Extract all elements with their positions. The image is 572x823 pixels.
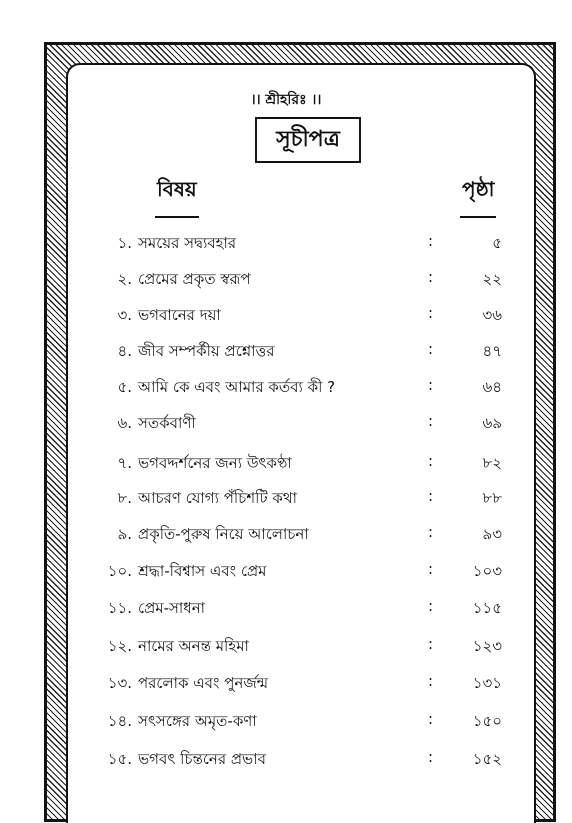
page-title-text: সূচীপত্র xyxy=(276,126,340,152)
entry-number: ২. xyxy=(117,270,132,288)
entry-number: ১৪. xyxy=(107,712,132,730)
toc-entry xyxy=(0,597,572,629)
entry-title: সময়ের সদ্ব্যবহার xyxy=(138,234,237,252)
entry-separator: : xyxy=(428,710,434,728)
entry-separator: : xyxy=(428,560,434,578)
entry-title: প্রেম-সাধনা xyxy=(138,599,205,617)
toc-entry xyxy=(0,748,572,780)
entry-page: ৮২ xyxy=(482,454,502,472)
toc-entry xyxy=(0,412,572,444)
entry-page: ৬৯ xyxy=(482,414,502,432)
entry-page: ৫ xyxy=(492,234,502,252)
toc-entry xyxy=(0,376,572,408)
page-underline xyxy=(460,216,496,218)
entry-separator: : xyxy=(428,487,434,505)
entry-number: ৩. xyxy=(117,306,132,324)
entry-page: ২২ xyxy=(482,270,502,288)
column-header-page xyxy=(462,175,494,208)
entry-page: ৯৩ xyxy=(482,525,502,543)
entry-separator: : xyxy=(428,452,434,470)
entry-separator: : xyxy=(428,232,434,250)
subject-underline xyxy=(155,216,199,218)
entry-number: ১২. xyxy=(107,637,132,655)
entry-title: শ্রদ্ধা-বিশ্বাস এবং প্রেম xyxy=(138,562,267,580)
column-header-page-text: পৃষ্ঠা xyxy=(462,177,495,201)
invocation-text: ।। শ্রীহরিঃ ।। xyxy=(250,92,322,108)
entry-separator: : xyxy=(428,672,434,690)
entry-page: ১২৩ xyxy=(472,637,502,655)
entry-title: প্রকৃতি-পুরুষ নিয়ে আলোচনা xyxy=(138,525,309,543)
entry-separator: : xyxy=(428,268,434,286)
toc-entry xyxy=(0,710,572,742)
entry-separator: : xyxy=(428,523,434,541)
entry-number: ৯. xyxy=(117,525,132,543)
toc-entry xyxy=(0,487,572,519)
entry-title: প্রেমের প্রকৃত স্বরূপ xyxy=(138,270,251,288)
entry-number: ৫. xyxy=(117,378,132,396)
entry-title: জীব সম্পর্কীয় প্রশ্নোত্তর xyxy=(138,342,275,360)
entry-number: ১৫. xyxy=(107,750,132,768)
entry-separator: : xyxy=(428,412,434,430)
entry-separator: : xyxy=(428,597,434,615)
entry-title: ভগবদ্দর্শনের জন্য উৎকণ্ঠা xyxy=(138,454,292,472)
entry-page: ১৩১ xyxy=(472,674,502,692)
entry-title: নামের অনন্ত মহিমা xyxy=(138,637,249,655)
entry-number: ৭. xyxy=(117,454,132,472)
entry-number: ১০. xyxy=(107,562,132,580)
entry-separator: : xyxy=(428,340,434,358)
entry-page: ১০৩ xyxy=(472,562,502,580)
entry-title: আচরণ যোগ্য পঁচিশটি কথা xyxy=(138,489,297,507)
entry-page: ৪৭ xyxy=(482,342,502,360)
toc-entry xyxy=(0,672,572,704)
toc-entry xyxy=(0,635,572,667)
entry-title: ভগবৎ চিন্তনের প্রভাব xyxy=(138,750,266,768)
toc-entry xyxy=(0,232,572,264)
toc-entry xyxy=(0,452,572,484)
entry-separator: : xyxy=(428,635,434,653)
entry-page: ৮৮ xyxy=(482,489,502,507)
page-title xyxy=(255,117,361,163)
toc-entry xyxy=(0,268,572,300)
entry-number: ৬. xyxy=(117,414,132,432)
entry-page: ১৫২ xyxy=(472,750,502,768)
column-header-subject xyxy=(157,175,197,208)
entry-number: ১১. xyxy=(107,599,132,617)
entry-title: ভগবানের দয়া xyxy=(138,306,221,324)
entry-title: সৎসঙ্গের অমৃত-কণা xyxy=(138,712,257,730)
toc-entry xyxy=(0,304,572,336)
entry-title: সতর্কবাণী xyxy=(138,414,196,432)
entry-page: ৬৪ xyxy=(482,378,502,396)
entry-title: আমি কে এবং আমার কর্তব্য কী ? xyxy=(138,378,336,396)
entry-separator: : xyxy=(428,748,434,766)
toc-entry xyxy=(0,560,572,592)
entry-separator: : xyxy=(428,304,434,322)
entry-number: ৮. xyxy=(117,489,132,507)
entry-page: ১১৫ xyxy=(472,599,502,617)
entry-title: পরলোক এবং পুনর্জন্ম xyxy=(138,674,269,692)
entry-page: ৩৬ xyxy=(482,306,502,324)
entry-page: ১৫০ xyxy=(472,712,502,730)
entry-number: ৪. xyxy=(117,342,132,360)
column-header-subject-text: বিষয় xyxy=(157,177,197,201)
entry-separator: : xyxy=(428,376,434,394)
toc-entry xyxy=(0,340,572,372)
toc-entry xyxy=(0,523,572,555)
entry-number: ১৩. xyxy=(107,674,132,692)
entry-number: ১. xyxy=(117,234,132,252)
